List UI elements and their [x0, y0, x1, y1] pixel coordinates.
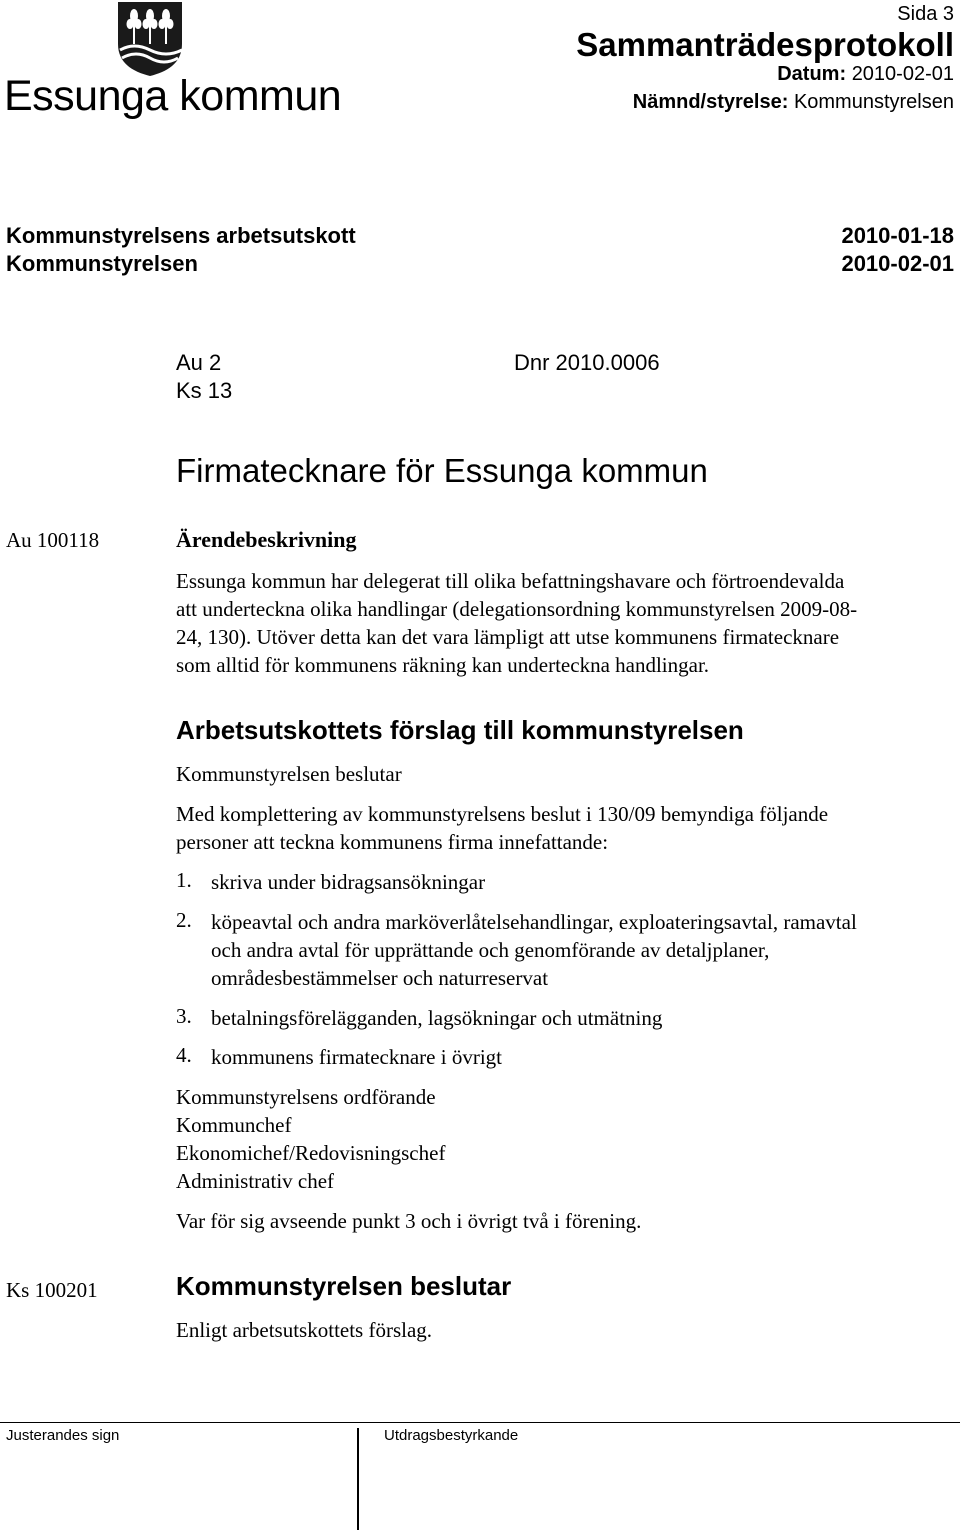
board-line	[633, 91, 954, 114]
meeting-name: Kommunstyrelsen	[6, 251, 198, 276]
logo-wordmark: Essunga kommun	[4, 72, 342, 120]
list-number: 2.	[176, 908, 192, 932]
person: Ekonomichef/Redovisningschef	[176, 1141, 446, 1165]
date-line	[777, 63, 954, 86]
meeting-date: 2010-02-01	[841, 251, 954, 276]
case-description-text	[176, 567, 857, 679]
ks-decision-heading: Kommunstyrelsen beslutar	[176, 1271, 512, 1301]
case-description-heading: Ärendebeskrivning	[176, 527, 357, 552]
diary-number: Dnr 2010.0006	[514, 350, 660, 375]
case-title: Firmatecknare för Essunga kommun	[176, 452, 708, 489]
ks-section-label: Ks 100201	[6, 1278, 98, 1302]
ks-decision-text: Enligt arbetsutskottets förslag.	[176, 1318, 433, 1342]
justification-signature-box: Justerandes sign	[6, 1427, 120, 1444]
certification-box: Utdragsbestyrkande	[384, 1427, 519, 1444]
person: Administrativ chef	[176, 1169, 335, 1193]
text-line: personer att teckna kommunens firma innefattande:	[176, 830, 609, 854]
list-number: 4.	[176, 1043, 192, 1067]
shield-icon	[118, 2, 182, 76]
text-line: att underteckna olika handlingar (delegationsordning kommunstyrelsen 2009-08-	[176, 597, 858, 621]
meeting-date: 2010-01-18	[841, 223, 954, 248]
list-number: 3.	[176, 1004, 192, 1028]
proposal-heading: Arbetsutskottets förslag till kommunstyrelsen	[176, 715, 744, 745]
meeting-name: Kommunstyrelsens arbetsutskott	[6, 223, 356, 248]
list-item: köpeavtal och andra marköverlåtelsehandlingar, exploateringsavtal, ramavtal och andra avtal för upprättande och genomförande av detaljplaner, områdesbestämmelser och naturreservat	[211, 910, 857, 990]
au-section-label: Au 100118	[6, 528, 100, 552]
person: Kommunchef	[176, 1113, 292, 1137]
list-item: skriva under bidragsansökningar	[211, 870, 486, 894]
list-item: kommunens firmatecknare i övrigt	[211, 1045, 502, 1069]
text-line: som alltid för kommunens räkning kan underteckna handlingar.	[176, 653, 710, 677]
page-number: Sida 3	[897, 3, 954, 25]
date-value: 2010-02-01	[851, 63, 954, 85]
board-label: Nämnd/styrelse:	[632, 91, 789, 113]
authorized-persons	[176, 1083, 445, 1195]
person: Kommunstyrelsens ordförande	[176, 1085, 436, 1109]
date-label: Datum:	[777, 63, 847, 85]
list-item: betalningsförelägganden, lagsökningar och utmätning	[211, 1006, 663, 1030]
document-title: Sammanträdesprotokoll	[576, 26, 954, 63]
board-value: Kommunstyrelsen	[793, 91, 954, 113]
footer-rule	[0, 1422, 960, 1423]
list-number: 1.	[176, 868, 192, 892]
proposal-intro	[176, 800, 828, 856]
text-line: 24, 130). Utöver detta kan det vara lämpligt att utse kommunens firmatecknare	[176, 625, 840, 649]
text-line: Med komplettering av kommunstyrelsens beslut i 130/09 bemyndiga följande	[176, 802, 829, 826]
text-line: Essunga kommun har delegerat till olika befattningshavare och förtroendevalda	[176, 569, 845, 593]
ks-paragraph-ref: Ks 13	[176, 378, 233, 403]
au-paragraph-ref: Au 2	[176, 350, 222, 375]
proposal-subheading: Kommunstyrelsen beslutar	[176, 762, 402, 786]
signing-rule: Var för sig avseende punkt 3 och i övrigt två i förening.	[176, 1209, 642, 1233]
footer-divider	[357, 1428, 359, 1530]
